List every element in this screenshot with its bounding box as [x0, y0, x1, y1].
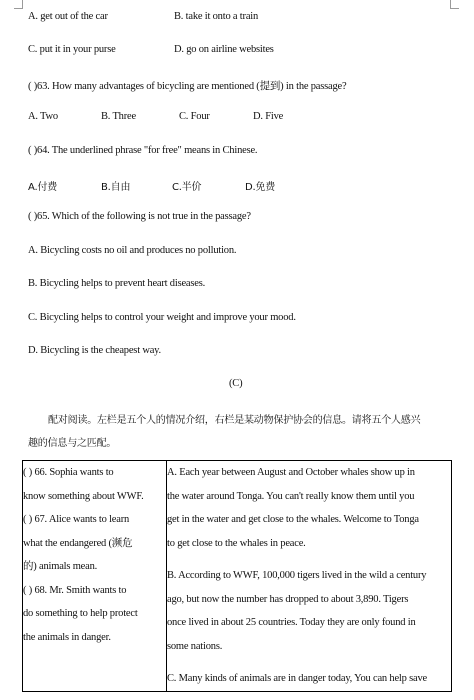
left-line: ( ) 66. Sophia wants to: [23, 467, 114, 478]
left-line: ( ) 68. Mr. Smith wants to: [23, 584, 127, 596]
q65-option-a: A. Bicycling costs no oil and produces no pollution.: [28, 245, 237, 256]
section-c-instruction-line-2: 趣的信息与之匹配。: [28, 438, 117, 449]
association-info-column: [167, 461, 452, 692]
right-line: get in the water and get close to the whales. Welcome to Tonga: [167, 514, 419, 525]
people-column: [23, 461, 167, 692]
q64-option-a-text: A.付费: [28, 182, 58, 193]
table-row: [23, 461, 452, 692]
right-line: B. According to WWF, 100,000 tigers lived in the wild a century: [167, 570, 427, 581]
q63-option-d: D. Five: [253, 111, 284, 122]
q65-option-b: B. Bicycling helps to prevent heart diseases.: [28, 278, 206, 289]
q64-option-b-text: B.自由: [101, 182, 131, 193]
q64-option-d-text: D.免费: [245, 182, 276, 193]
right-line: once lived in about 25 countries. Today they are only found in: [167, 617, 416, 628]
q65-stem: ( )65. Which of the following is not true in the passage?: [28, 211, 251, 222]
right-line: to get close to the whales in peace.: [167, 537, 306, 549]
crop-mark-top-left: [14, 0, 23, 9]
matching-table: [22, 460, 452, 692]
left-line: what the endangered (濒危: [23, 537, 133, 549]
q62-option-c: C. put it in your purse: [28, 44, 116, 55]
q62-option-d: D. go on airline websites: [174, 44, 274, 55]
section-c-heading: (C): [229, 378, 243, 389]
q62-option-a: A. get out of the car: [28, 11, 108, 22]
q64-option-d: [245, 178, 275, 193]
right-line: A. Each year between August and October whales show up in: [167, 467, 415, 478]
q63-stem: ( )63. How many advantages of bicycling are mentioned (提到) in the passage?: [28, 81, 347, 92]
right-line: some nations.: [167, 640, 223, 652]
q63-option-b: B. Three: [101, 111, 136, 122]
q64-option-c: [172, 178, 201, 193]
q65-option-d: D. Bicycling is the cheapest way.: [28, 345, 161, 356]
q65-option-c: C. Bicycling helps to control your weight and improve your mood.: [28, 312, 296, 323]
q64-option-a: [28, 178, 57, 193]
left-line: know something about WWF.: [23, 490, 144, 502]
crop-mark-top-right: [450, 0, 459, 9]
left-line: do something to help protect: [23, 608, 138, 619]
right-line: ago, but now the number has dropped to about 3,890. Tigers: [167, 593, 409, 605]
left-line: ( ) 67. Alice wants to learn: [23, 514, 130, 525]
q64-option-c-text: C.半价: [172, 182, 202, 193]
right-line: the water around Tonga. You can't really know them until you: [167, 490, 415, 502]
q64-stem: ( )64. The underlined phrase "for free" means in Chinese.: [28, 145, 258, 156]
section-c-instruction-line-1: 配对阅读。左栏是五个人的情况介绍，右栏是某动物保护协会的信息。请将五个人感兴: [48, 415, 421, 426]
right-line: C. Many kinds of animals are in danger today, You can help save: [167, 673, 427, 684]
q64-option-b: [101, 178, 130, 193]
q63-option-a: A. Two: [28, 111, 58, 122]
left-line: 的) animals mean.: [23, 561, 98, 572]
left-line: the animals in danger.: [23, 631, 111, 643]
q62-option-b: B. take it onto a train: [174, 11, 259, 22]
q63-option-c: C. Four: [179, 111, 210, 122]
